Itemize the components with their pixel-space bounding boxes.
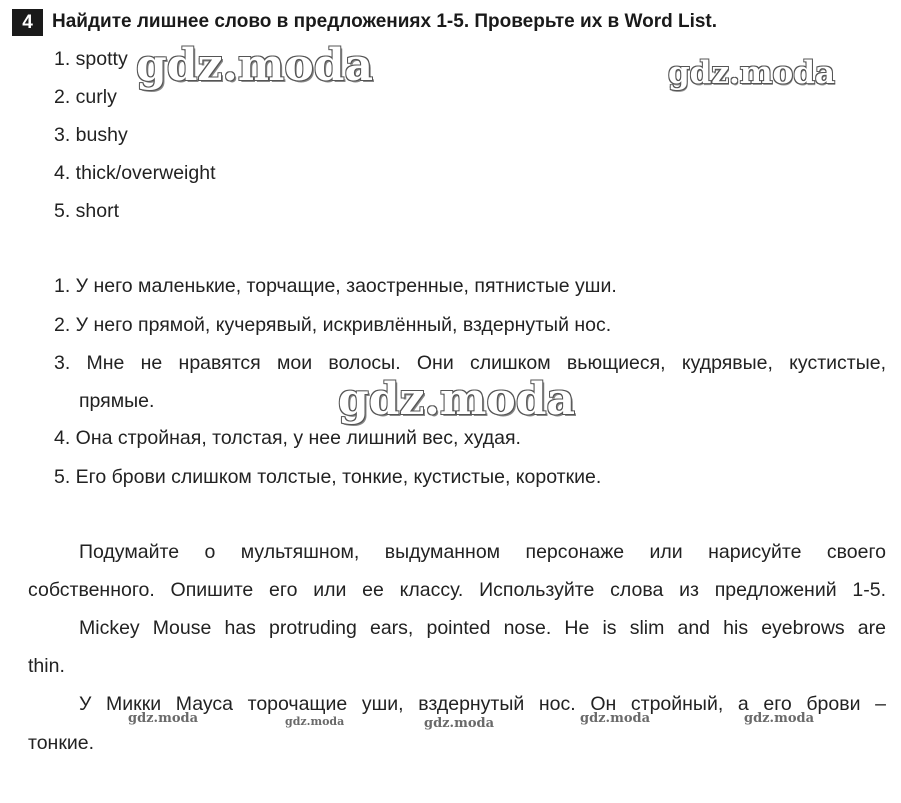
paragraph-russian-line-2: тонкие. [28,732,95,754]
sentence-5: 5. Его брови слишком толстые, тонкие, кустистые, короткие. [54,466,602,488]
answer-item-4: 4. thick/overweight [54,162,216,184]
sentence-3-continuation: прямые. [79,390,155,412]
watermark-small-1: gdz.moda [128,711,199,726]
watermark-small-4: gdz.moda [580,711,651,726]
watermark-logo-large-2: gdz.moda [338,374,576,425]
paragraph-task-line-1: Подумайте о мультяшном, выдуманном персонаже или нарисуйте своего [79,541,886,563]
task-header [12,8,717,36]
watermark-logo-medium: gdz.moda [668,55,835,91]
answer-item-5: 5. short [54,200,120,222]
paragraph-russian-line-1: У Микки Мауса торочащие уши, вздернутый нос. Он стройный, а его брови – [79,693,886,715]
paragraph-english-line-1: Mickey Mouse has protruding ears, pointed nose. He is slim and his eyebrows are [79,617,886,639]
sentence-4: 4. Она стройная, толстая, у нее лишний вес, худая. [54,427,521,449]
watermark-small-3: gdz.moda [424,716,495,731]
watermark-small-2: gdz.moda [285,715,345,728]
watermark-small-5: gdz.moda [744,711,815,726]
paragraph-english-line-2: thin. [28,655,65,677]
sentence-1: 1. У него маленькие, торчащие, заостренные, пятнистые уши. [54,275,617,297]
sentence-3: 3. Мне не нравятся мои волосы. Они слишком вьющиеся, кудрявые, кустистые, [54,352,886,374]
watermark-logo-large-1: gdz.moda [136,40,374,91]
paragraph-task-line-2: собственного. Опишите его или ее классу. Используйте слова из предложений 1-5. [28,579,886,601]
answer-item-3: 3. bushy [54,124,128,146]
answer-item-1: 1. spotty [54,48,128,70]
answer-item-2: 2. curly [54,86,117,108]
task-title: Найдите лишнее слово в предложениях 1-5. Проверьте их в Word List. [52,11,718,32]
task-number-badge: 4 [12,9,43,36]
sentence-2: 2. У него прямой, кучерявый, искривлённый, вздернутый нос. [54,314,612,336]
